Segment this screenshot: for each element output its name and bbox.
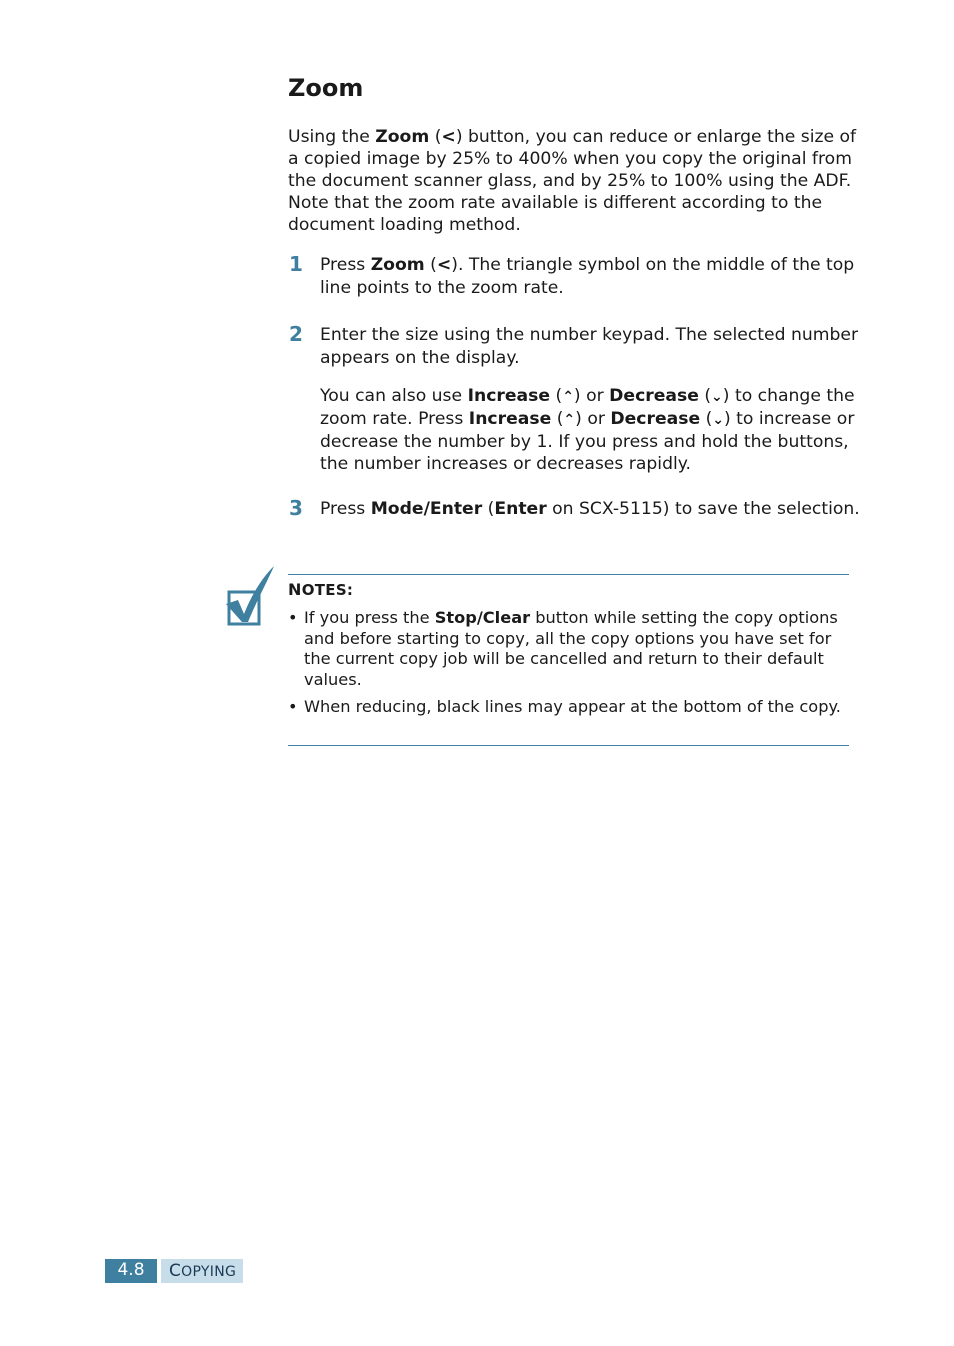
- zoom-term: Zoom: [375, 127, 430, 147]
- decrease-term: Decrease: [610, 409, 701, 429]
- step-text: Enter the size using the number keypad. The selected number appears on the display.: [320, 325, 859, 368]
- step-subparagraph: You can also use Increase (⌃) or Decrease (⌄) to change the zoom rate. Press Increase (⌃) or Decrease (⌄) to increase or decrease the number by 1. If you press and hold the buttons, the number increases or decreases rapidly.: [320, 386, 855, 474]
- note-item: • When reducing, black lines may appear at the bottom of the copy.: [288, 697, 841, 716]
- notes-bottom-divider: [288, 745, 849, 746]
- bullet: •: [288, 608, 298, 627]
- up-arrow-icon: ⌃: [562, 389, 574, 405]
- up-arrow-icon: ⌃: [563, 412, 576, 428]
- down-arrow-icon: ⌄: [711, 389, 723, 405]
- step-number: 1: [289, 252, 303, 276]
- down-arrow-icon: ⌄: [712, 412, 725, 428]
- checkmark-note-icon: [224, 564, 278, 628]
- page-number: 4.8: [105, 1259, 157, 1283]
- section-title: Zoom: [288, 74, 364, 102]
- step-number: 3: [289, 496, 303, 520]
- decrease-term: Decrease: [609, 386, 699, 406]
- left-arrow-glyph: <: [436, 255, 452, 275]
- stop-clear-term: Stop/Clear: [434, 608, 531, 627]
- intro-paragraph: Using the Zoom (<) button, you can reduce or enlarge the size of a copied image by 25% to 400% when you copy the original from the document scanner glass, and by 25% to 100% using the ADF. Note that the zoom rate available is different according to the document loading method.: [288, 127, 857, 235]
- step-text: Press Mode/Enter (Enter on SCX-5115) to save the selection.: [320, 499, 860, 519]
- notes-top-divider: [288, 574, 849, 575]
- zoom-term: Zoom: [370, 255, 425, 275]
- mode-enter-term: Mode/Enter: [370, 499, 483, 519]
- bullet: •: [288, 697, 298, 716]
- increase-term: Increase: [468, 409, 552, 429]
- left-arrow-glyph: <: [441, 127, 456, 147]
- step-number: 2: [289, 322, 303, 346]
- increase-term: Increase: [467, 386, 551, 406]
- chapter-label: COPYING: [161, 1259, 243, 1283]
- step-text: Press Zoom (<). The triangle symbol on the middle of the top line points to the zoom rate.: [320, 255, 855, 298]
- note-item: • If you press the Stop/Clear button while setting the copy options and before starting to copy, all the copy options you have set for the current copy job will be cancelled and return to their default values.: [288, 608, 838, 689]
- enter-term: Enter: [494, 499, 547, 519]
- notes-heading: NOTES:: [288, 580, 354, 599]
